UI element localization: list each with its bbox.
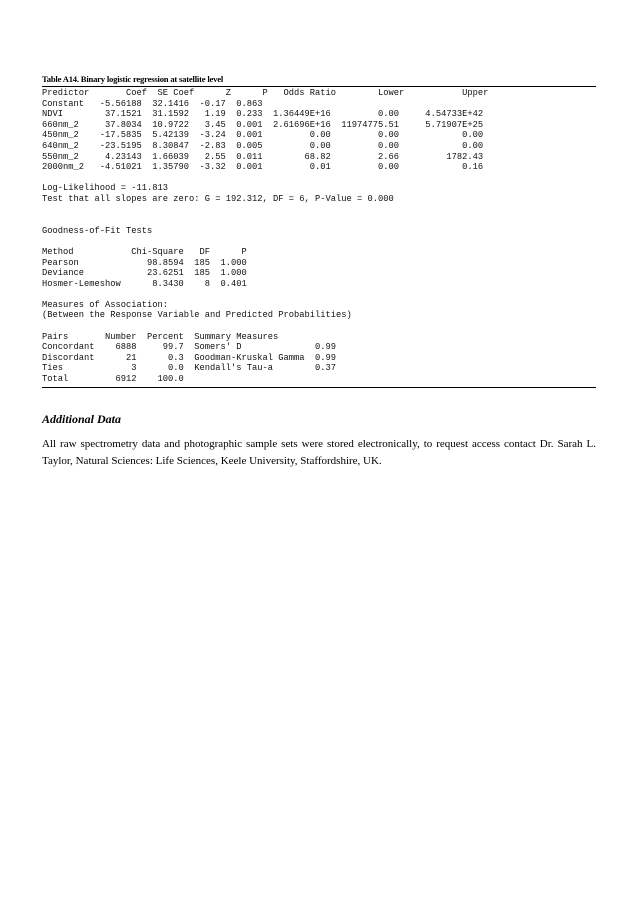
table-bottom-rule [42,387,596,388]
output-line: Hosmer-Lemeshow 8.3430 8 0.401 [42,278,247,289]
output-line: 550nm_2 4.23143 1.66039 2.55 0.011 68.82 2.66 1782.43 [42,151,484,162]
output-line: 660nm_2 37.8034 10.9722 3.45 0.001 2.61696E+16 11974775.51 5.71907E+25 [42,119,484,130]
output-line: 450nm_2 -17.5835 5.42139 -3.24 0.001 0.00 0.00 0.00 [42,130,484,141]
output-line: Constant -5.56188 32.1416 -0.17 0.863 [42,98,263,109]
output-line: (Between the Response Variable and Predicted Probabilities) [42,310,352,321]
output-line: Discordant 21 0.3 Goodman-Kruskal Gamma 0.99 [42,352,337,363]
output-line: Test that all slopes are zero: G = 192.312, DF = 6, P-Value = 0.000 [42,193,394,204]
output-line: Measures of Association: [42,299,169,310]
output-line: Ties 3 0.0 Kendall's Tau-a 0.37 [42,363,337,374]
output-line: Predictor Coef SE Coef Z P Odds Ratio Lower Upper [42,88,489,98]
output-line: NDVI 37.1521 31.1592 1.19 0.233 1.36449E+16 0.00 4.54733E+42 [42,109,484,120]
output-line: Goodness-of-Fit Tests [42,225,153,236]
output-line: Log-Likelihood = -11.813 [42,183,169,194]
output-line: 2000nm_2 -4.51021 1.35790 -3.32 0.001 0.01 0.00 0.16 [42,162,484,173]
output-line: 640nm_2 -23.5195 8.30847 -2.83 0.005 0.00 0.00 0.00 [42,140,484,151]
additional-data-paragraph: All raw spectrometry data and photographic sample sets were stored electronically, to request access contact Dr. Sarah L. Taylor, Natural Sciences: Life Sciences, Keele University, Staffordshire, UK. [42,437,596,467]
regression-output-block [42,87,596,385]
output-line: Pearson 98.8594 185 1.000 [42,257,247,268]
output-line: Deviance 23.6251 185 1.000 [42,268,247,279]
output-line: Total 6912 100.0 [42,374,184,385]
output-line: Concordant 6888 99.7 Somers' D 0.99 [42,342,337,353]
additional-data-heading: Additional Data [42,411,122,426]
document-page [42,74,596,470]
output-line: Method Chi-Square DF P [42,246,247,257]
table-caption: Table A14. Binary logistic regression at satellite level [42,74,224,84]
output-line: Pairs Number Percent Summary Measures [42,331,279,342]
